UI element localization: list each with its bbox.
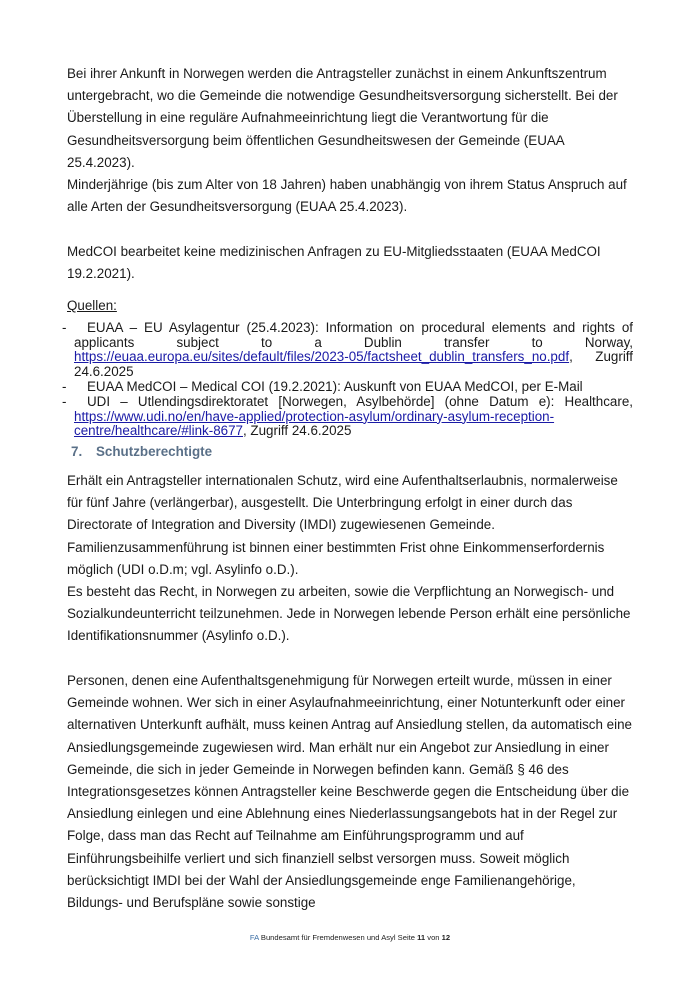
paragraph-settlement: Personen, denen eine Aufenthaltsgenehmigung für Norwegen erteilt wurde, müssen in einer Gemeinde wohnen. Wer sich in einer Asylaufnahmeeinrichtung, einer Notunterkunft oder einer alternativen Unterkunft aufhält, muss keinen Antrag auf Ansiedlung stellen, da automatisch eine Ansiedlungsgemeinde zugewiesen wird. Man erhält nur ein Angebot zur Ansiedlung in einer Gemeinde, die sich in jeder Gemeinde in Norwegen befinden kann. Gemäß § 46 des Integrationsgesetzes können Antragsteller keine Beschwerde gegen die Entscheidung über die Ansiedlung einlegen und eine Ablehnung eines Niederlassungsangebots hat in der Regel zur Folge, dass man das Recht auf Teilnahme am Einführungsprogramm und auf Einführungsbeihilfe verliert und sich finanziell selbst versorgen muss. Soweit möglich berücksichtigt IMDI bei der Wahl der Ansiedlungsgemeinde enge Familienangehörige, Bildungs- und Berufspläne sowie sonstige	[67, 673, 632, 911]
paragraph-arrival: Bei ihrer Ankunft in Norwegen werden die Antragsteller zunächst in einem Ankunftszentrum untergebracht, wo die Gemeinde die notwendige Gesundheitsversorgung sicherstellt. Bei der Überstellung in eine reguläre Aufnahmeeinrichtung liegt die Verantwortung für die Gesundheitsversorgung beim öffentlichen Gesundheitswesen der Gemeinde (EUAA 25.4.2023).	[67, 66, 618, 170]
footer-total-pages: 12	[441, 933, 451, 942]
list-dash: -	[62, 393, 67, 409]
sources-block	[62, 298, 633, 439]
footer-of-label: von	[427, 933, 440, 942]
footer-current-page: 11	[417, 933, 426, 942]
page-footer	[0, 933, 700, 942]
sources-heading: Quellen:	[67, 298, 117, 313]
source-item	[62, 378, 633, 395]
list-dash: -	[62, 319, 67, 335]
source-text: EUAA MedCOI – Medical COI (19.2.2021): Auskunft von EUAA MedCOI, per E-Mail	[87, 378, 583, 394]
section-title: Schutzberechtigte	[96, 444, 213, 459]
paragraph-medcoi: MedCOI bearbeitet keine medizinischen Anfragen zu EU-Mitgliedsstaaten (EUAA MedCOI 19.2.2021).	[67, 244, 601, 282]
paragraph-protection-status: Erhält ein Antragsteller internationalen Schutz, wird eine Aufenthaltserlaubnis, normalerweise für fünf Jahre (verlängerbar), ausgestellt. Die Unterbringung erfolgt in einer durch das Directorate of Integration and Diversity (IMDI) zugewiesenen Gemeinde. Familienzusammenführung ist binnen einer bestimmten Frist ohne Einkommenserfordernis möglich (UDI o.D.m; vgl. Asylinfo o.D.).	[67, 473, 618, 577]
source-link-euaa[interactable]: https://euaa.europa.eu/sites/default/files/2023-05/factsheet_dublin_transfers_no.pdf	[74, 349, 570, 365]
source-text: UDI – Utlendingsdirektoratet [Norwegen, Asylbehörde] (ohne Datum e): Healthcare,	[87, 393, 633, 409]
footer-page-label: Seite	[397, 933, 415, 942]
source-link-udi[interactable]: https://www.udi.no/en/have-applied/protection-asylum/ordinary-asylum-reception-centre/healthcare/#link-8677	[74, 408, 555, 439]
section-number: 7.	[71, 444, 83, 459]
source-item	[62, 393, 633, 439]
source-access-date: , Zugriff 24.6.2025	[242, 423, 352, 439]
footer-org: Bundesamt für Fremdenwesen und Asyl	[260, 933, 396, 942]
section-heading	[67, 444, 633, 459]
paragraph-minors: Minderjährige (bis zum Alter von 18 Jahren) haben unabhängig von ihrem Status Anspruch auf alle Arten der Gesundheitsversorgung (EUAA 25.4.2023).	[67, 177, 627, 215]
source-text: EUAA – EU Asylagentur (25.4.2023): Information on procedural elements and rights of applicants subject to a Dublin transfer to Norway,	[74, 319, 633, 350]
paragraph-right-to-work: Es besteht das Recht, in Norwegen zu arbeiten, sowie die Verpflichtung an Norwegisch- und Sozialkundeunterricht teilzunehmen. Jede in Norwegen lebende Person erhält eine persönliche Identifikationsnummer (Asylinfo o.D.).	[67, 584, 631, 644]
list-dash: -	[62, 378, 67, 394]
source-item	[62, 319, 633, 380]
source-access-date: , Zugriff 24.6.2025	[74, 349, 633, 380]
footer-fa-mark: FA	[249, 933, 259, 942]
